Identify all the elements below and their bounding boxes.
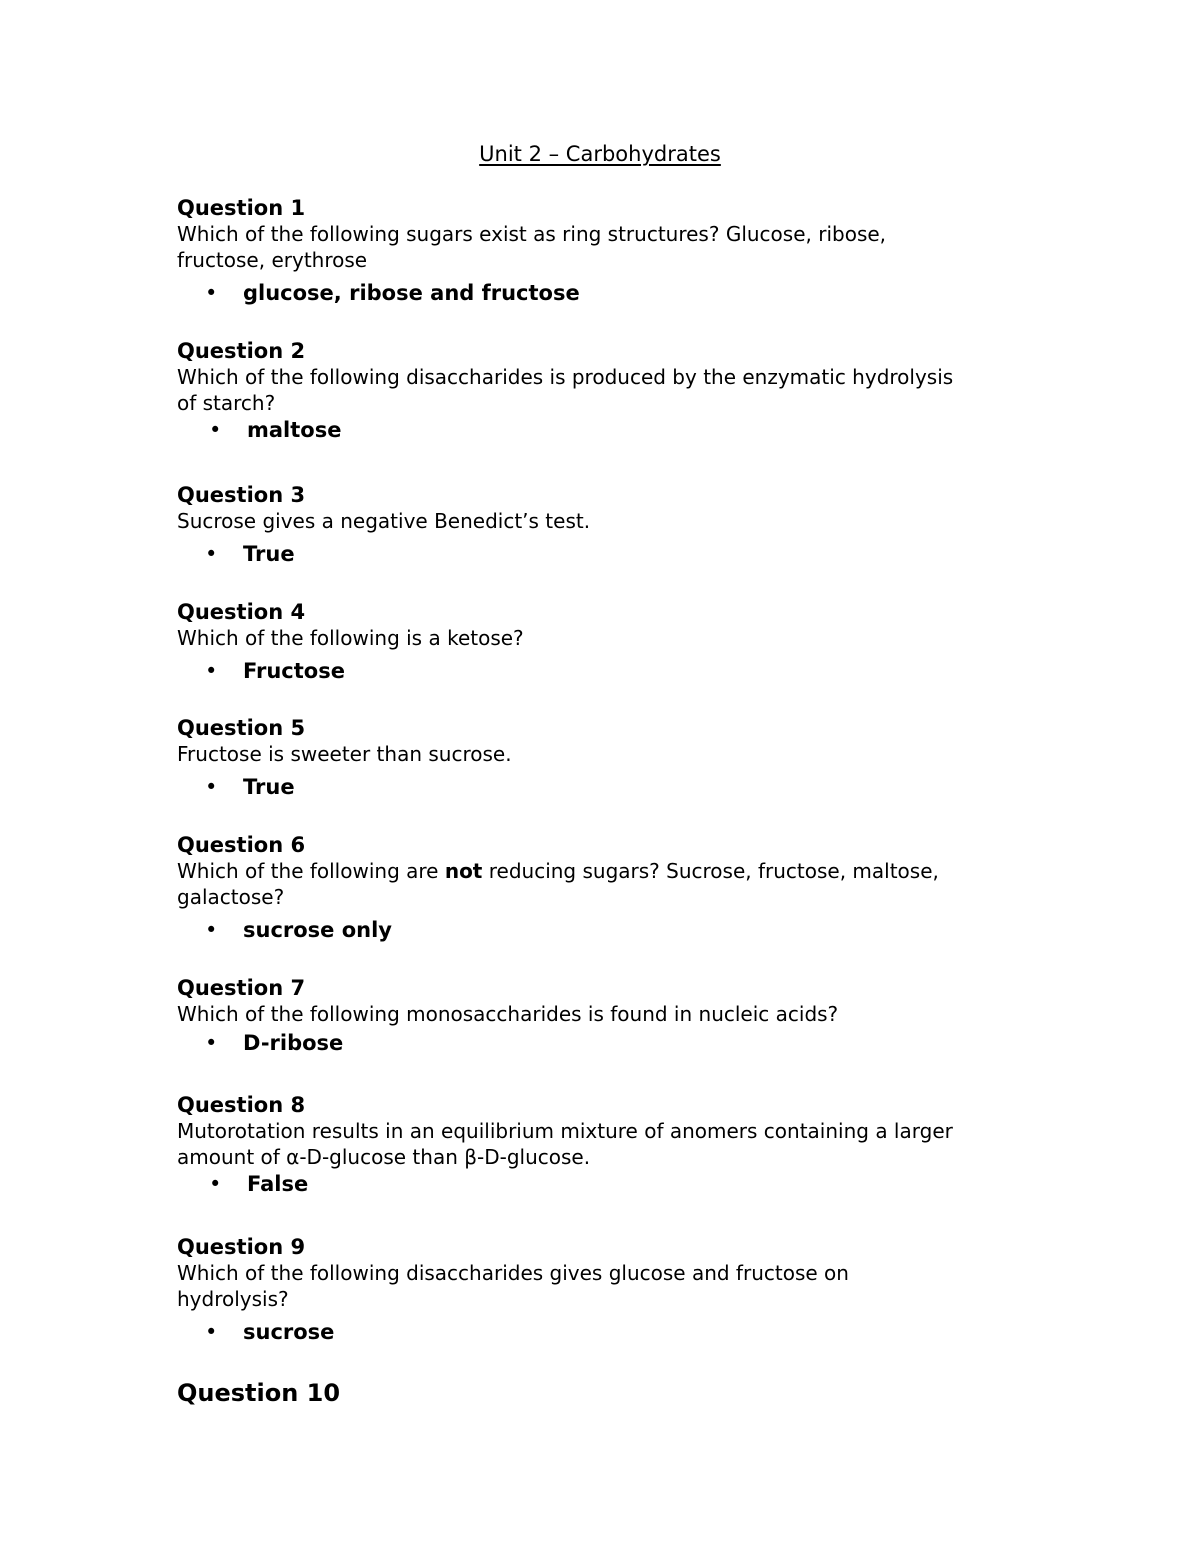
- question-4: [177, 599, 1037, 685]
- question-6: [177, 832, 1037, 944]
- answer-item: [177, 657, 1037, 685]
- answer-text: False: [247, 1172, 309, 1196]
- question-1: [177, 195, 1037, 307]
- answer-text: True: [243, 775, 295, 799]
- question-text: Fructose is sweeter than sucrose.: [177, 742, 512, 766]
- answer-item: [177, 279, 1037, 307]
- answer-item: [177, 1170, 1037, 1198]
- question-heading: Question 8: [177, 1093, 306, 1117]
- question-heading: Question 2: [177, 339, 306, 363]
- answer-item: [177, 1029, 1037, 1057]
- question-7: [177, 975, 1037, 1057]
- question-text: [177, 858, 1037, 910]
- answer-text: glucose, ribose and fructose: [243, 281, 580, 305]
- bullet-icon: •: [209, 1172, 222, 1196]
- bullet-icon: •: [205, 1320, 218, 1344]
- answer-item: [177, 540, 1037, 568]
- bullet-icon: •: [205, 918, 218, 942]
- question-10-heading: Question 10: [177, 1379, 341, 1407]
- question-9: [177, 1234, 1037, 1346]
- question-text: Mutorotation results in an equilibrium mixture of anomers containing a larger amount of α-D-glucose than β-D-glucose.: [177, 1119, 953, 1169]
- answer-text: Fructose: [243, 659, 345, 683]
- question-text: Which of the following disaccharides gives glucose and fructose on hydrolysis?: [177, 1261, 849, 1311]
- question-heading: Question 6: [177, 833, 306, 857]
- answer-text: D-ribose: [243, 1031, 344, 1055]
- question-2: [177, 338, 1037, 444]
- answer-text: True: [243, 542, 295, 566]
- bullet-icon: •: [205, 1031, 218, 1055]
- answer-text: sucrose: [243, 1320, 335, 1344]
- question-heading: Question 3: [177, 483, 306, 507]
- answer-item: [177, 773, 1037, 801]
- question-heading: Question 4: [177, 600, 306, 624]
- question-text: Which of the following is a ketose?: [177, 626, 524, 650]
- answer-item: [177, 416, 1037, 444]
- question-8: [177, 1092, 1037, 1198]
- bullet-icon: •: [205, 775, 218, 799]
- question-text: Sucrose gives a negative Benedict’s test.: [177, 509, 591, 533]
- answer-item: [177, 1318, 1037, 1346]
- question-text-end: reducing sugars? Sucrose, fructose, maltose, galactose?: [177, 859, 939, 909]
- bullet-icon: •: [209, 418, 222, 442]
- question-3: [177, 482, 1037, 568]
- question-text-emphasis: not: [444, 859, 483, 883]
- page-title: [0, 140, 1200, 168]
- bullet-icon: •: [205, 281, 218, 305]
- answer-text: sucrose only: [243, 918, 392, 942]
- page-title-text: Unit 2 – Carbohydrates: [479, 142, 721, 166]
- question-heading: Question 1: [177, 196, 306, 220]
- question-5: [177, 715, 1037, 801]
- bullet-icon: •: [205, 659, 218, 683]
- question-text: Which of the following disaccharides is produced by the enzymatic hydrolysis of starch?: [177, 365, 954, 415]
- question-heading: Question 9: [177, 1235, 306, 1259]
- question-heading: Question 5: [177, 716, 306, 740]
- answer-item: [177, 916, 1037, 944]
- question-text: Which of the following sugars exist as ring structures? Glucose, ribose, fructose, erythrose: [177, 222, 887, 272]
- question-text-start: Which of the following are: [177, 859, 445, 883]
- answer-text: maltose: [247, 418, 342, 442]
- bullet-icon: •: [205, 542, 218, 566]
- question-heading: Question 7: [177, 976, 306, 1000]
- question-text: Which of the following monosaccharides is found in nucleic acids?: [177, 1002, 839, 1026]
